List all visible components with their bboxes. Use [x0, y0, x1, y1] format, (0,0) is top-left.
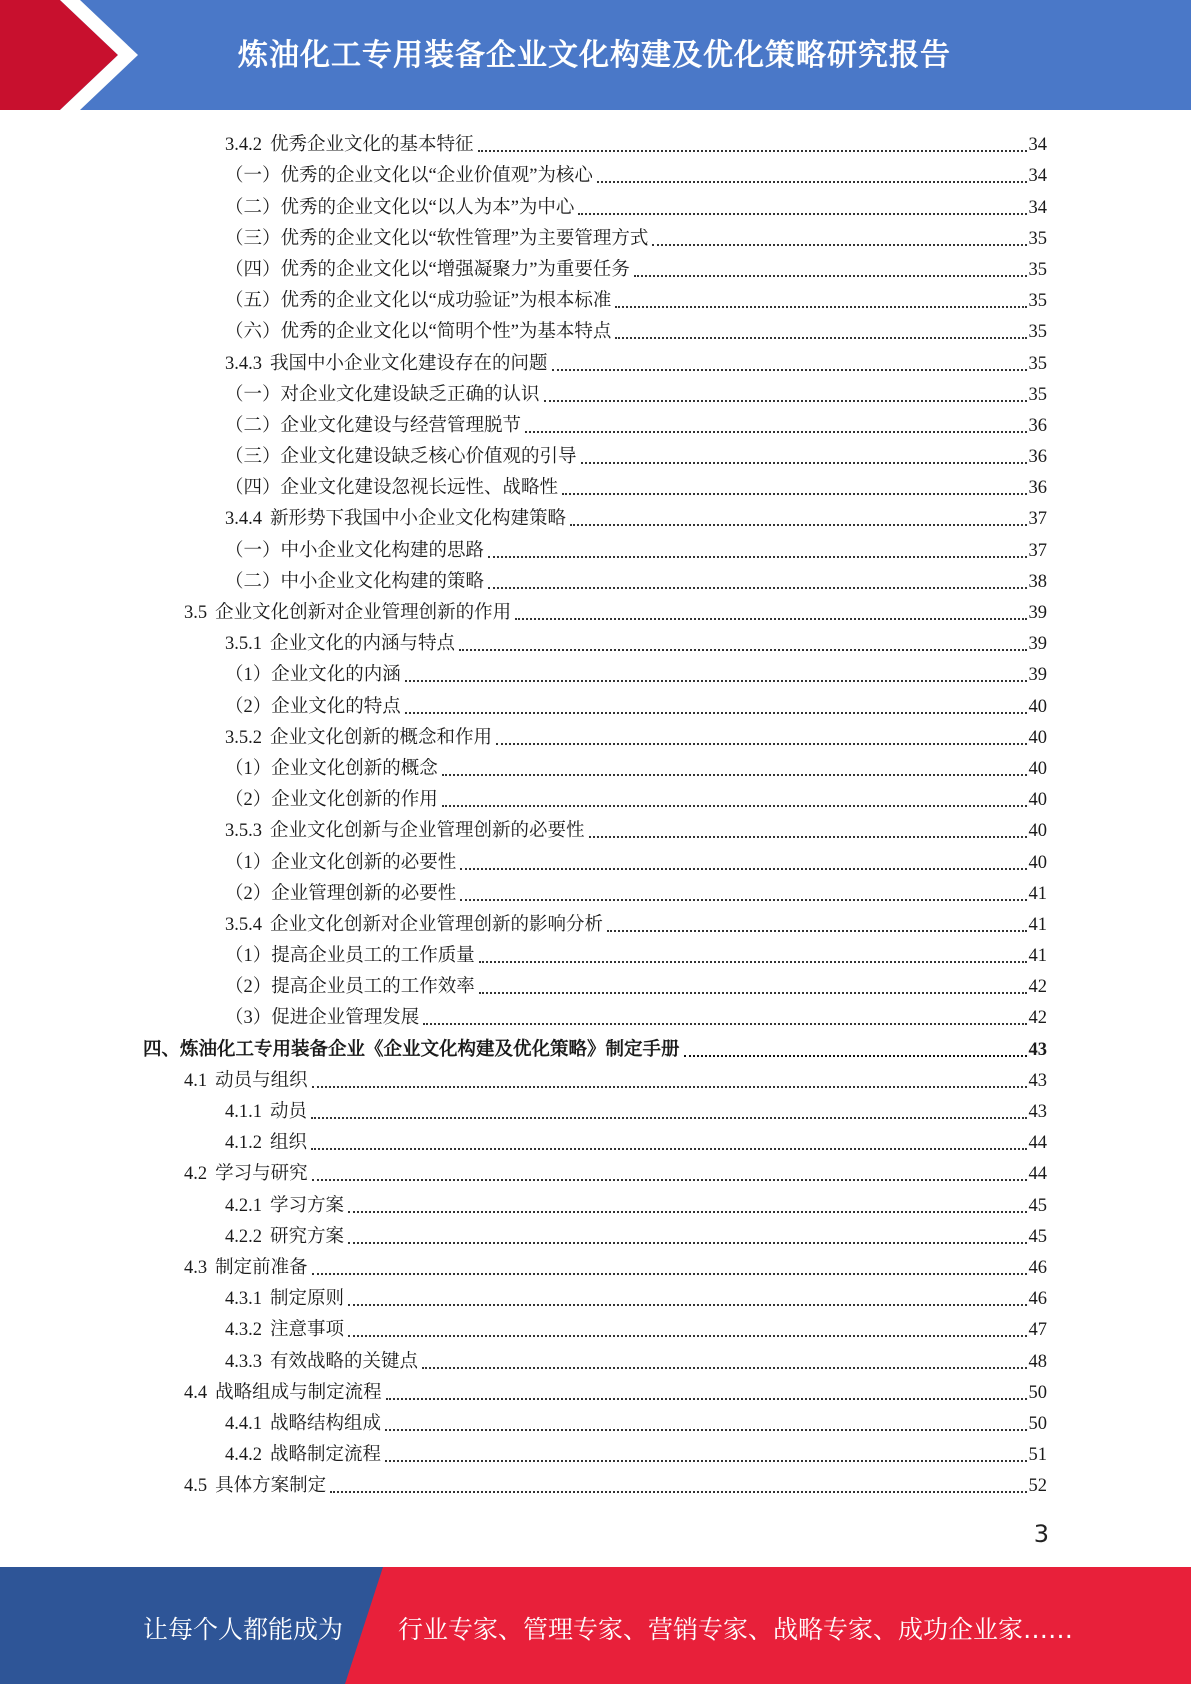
toc-entry-number: 4.4.1 — [225, 1413, 262, 1434]
toc-entry[interactable] — [0, 344, 1191, 375]
toc-dot-leader — [578, 213, 1026, 215]
toc-dot-leader — [581, 462, 1027, 464]
toc-entry-page: 35 — [1028, 228, 1047, 249]
toc-dot-leader — [405, 712, 1027, 714]
toc-entry-page: 41 — [1028, 883, 1047, 904]
toc-entry-title: 企业文化创新的概念和作用 — [270, 727, 493, 748]
toc-entry[interactable] — [0, 1093, 1191, 1124]
toc-entry[interactable] — [0, 563, 1191, 594]
toc-entry-page: 35 — [1028, 322, 1047, 343]
toc-entry[interactable] — [0, 188, 1191, 219]
toc-entry-title: 动员 — [270, 1102, 308, 1122]
header-title: 炼油化工专用装备企业文化构建及优化策略研究报告 — [238, 38, 951, 73]
toc-dot-leader — [348, 1304, 1026, 1306]
toc-dot-leader — [442, 774, 1027, 776]
toc-entry[interactable] — [0, 1218, 1191, 1249]
toc-entry-number: 3.5.3 — [225, 821, 262, 842]
toc-entry[interactable] — [0, 1249, 1191, 1280]
toc-entry-page: 44 — [1028, 1133, 1047, 1154]
page-footer — [0, 1567, 1191, 1684]
toc-entry-page: 40 — [1028, 821, 1047, 842]
toc-entry[interactable] — [0, 500, 1191, 531]
toc-entry-title: 新形势下我国中小企业文化构建策略 — [270, 509, 567, 530]
toc-entry-title: 制定前准备 — [215, 1257, 308, 1278]
toc-dot-leader — [460, 868, 1026, 870]
toc-entry-page: 52 — [1028, 1476, 1047, 1497]
toc-entry-page: 43 — [1028, 1070, 1047, 1091]
toc-dot-leader — [634, 275, 1027, 277]
toc-entry-page: 39 — [1028, 665, 1047, 686]
toc-entry-title: （二）企业文化建设与经营管理脱节 — [225, 415, 522, 436]
toc-dot-leader — [488, 556, 1026, 558]
toc-dot-leader — [460, 899, 1026, 901]
toc-entry-title: （三）企业文化建设缺乏核心价值观的引导 — [225, 447, 577, 468]
toc-entry-page: 51 — [1028, 1445, 1047, 1466]
toc-entry[interactable] — [0, 1467, 1191, 1498]
toc-dot-leader — [615, 337, 1026, 339]
toc-entry-page: 36 — [1028, 415, 1047, 436]
toc-dot-leader — [607, 930, 1026, 932]
toc-entry-number: 4.2.2 — [225, 1226, 262, 1247]
toc-entry-page: 36 — [1028, 478, 1047, 499]
toc-dot-leader — [442, 805, 1027, 807]
toc-entry-page: 42 — [1028, 977, 1047, 998]
toc-entry-page: 50 — [1028, 1382, 1047, 1403]
toc-entry-number: 4.3.3 — [225, 1351, 262, 1372]
toc-dot-leader — [479, 961, 1027, 963]
toc-entry-title: 具体方案制定 — [215, 1476, 327, 1497]
toc-entry-title: （五）优秀的企业文化以“成功验证”为根本标准 — [225, 291, 612, 312]
toc-dot-leader — [597, 181, 1027, 183]
footer-slogan-left: 让每个人都能成为 — [143, 1615, 344, 1644]
toc-entry-title: 我国中小企业文化建设存在的问题 — [270, 353, 548, 374]
toc-entry[interactable] — [0, 656, 1191, 687]
toc-entry-page: 41 — [1028, 914, 1047, 935]
toc-entry-number: 4.3.2 — [225, 1320, 262, 1341]
toc-entry-title: （一）中小企业文化构建的思路 — [225, 540, 485, 561]
toc-entry[interactable] — [0, 438, 1191, 469]
footer-slogan-right: 行业专家、管理专家、营销专家、战略专家、成功企业家…… — [398, 1615, 1074, 1644]
toc-entry-title: 战略结构组成 — [270, 1413, 382, 1434]
toc-entry-page: 40 — [1028, 790, 1047, 811]
toc-entry[interactable] — [0, 875, 1191, 906]
toc-entry[interactable] — [0, 1311, 1191, 1342]
toc-entry[interactable] — [0, 968, 1191, 999]
toc-entry[interactable] — [0, 937, 1191, 968]
toc-entry-title: 企业文化的内涵与特点 — [270, 634, 456, 655]
toc-entry[interactable] — [0, 531, 1191, 562]
toc-entry[interactable] — [0, 812, 1191, 843]
toc-dot-leader — [479, 992, 1027, 994]
toc-entry-title: 企业文化创新对企业管理创新的作用 — [215, 603, 512, 623]
toc-dot-leader — [684, 1055, 1027, 1057]
toc-entry-number: 4.1.2 — [225, 1133, 262, 1154]
toc-entry-page: 45 — [1028, 1226, 1047, 1247]
toc-entry[interactable] — [0, 1155, 1191, 1186]
toc-dot-leader — [544, 400, 1027, 402]
toc-entry[interactable] — [0, 1342, 1191, 1373]
toc-entry-title: （2）企业文化的特点 — [225, 696, 401, 717]
toc-entry-number: 3.4.4 — [225, 509, 262, 530]
toc-entry-page: 39 — [1028, 634, 1047, 655]
toc-entry-title: （1）企业文化的内涵 — [225, 665, 401, 686]
toc-entry[interactable] — [0, 313, 1191, 344]
toc-entry[interactable] — [0, 999, 1191, 1030]
toc-entry-title: 组织 — [270, 1133, 308, 1154]
toc-entry[interactable] — [0, 1436, 1191, 1467]
toc-entry-number: 4.3.1 — [225, 1289, 262, 1310]
toc-entry[interactable] — [0, 719, 1191, 750]
toc-entry-title: 企业文化创新对企业管理创新的影响分析 — [270, 914, 604, 935]
toc-dot-leader — [615, 306, 1026, 308]
toc-entry-page: 48 — [1028, 1351, 1047, 1372]
toc-entry-title: 制定原则 — [270, 1289, 345, 1310]
toc-entry[interactable] — [0, 126, 1191, 157]
toc-entry-title: （二）优秀的企业文化以“以人为本”为中心 — [225, 197, 575, 218]
toc-entry-title: （二）中小企业文化构建的策略 — [225, 571, 485, 592]
toc-dot-leader — [423, 1023, 1026, 1025]
toc-entry-page: 45 — [1028, 1195, 1047, 1216]
toc-dot-leader — [488, 587, 1026, 589]
toc-dot-leader — [496, 743, 1026, 745]
toc-entry[interactable] — [0, 251, 1191, 282]
toc-entry[interactable] — [0, 157, 1191, 188]
toc-entry-number: 4.4.2 — [225, 1445, 262, 1466]
toc-entry[interactable] — [0, 687, 1191, 718]
toc-entry-title: 优秀企业文化的基本特征 — [270, 135, 474, 156]
toc-entry-page: 40 — [1028, 696, 1047, 717]
toc-dot-leader — [562, 493, 1026, 495]
toc-entry-page: 40 — [1028, 758, 1047, 779]
toc-dot-leader — [515, 618, 1026, 620]
toc-entry-page: 35 — [1028, 259, 1047, 280]
toc-entry[interactable] — [0, 407, 1191, 438]
toc-entry-title: 战略制定流程 — [270, 1445, 382, 1466]
toc-dot-leader — [552, 369, 1027, 371]
toc-entry-title: （一）优秀的企业文化以“企业价值观”为核心 — [225, 166, 593, 187]
toc-entry-title: 企业文化创新与企业管理创新的必要性 — [270, 821, 585, 842]
toc-entry-page: 40 — [1028, 852, 1047, 873]
toc-entry-page: 38 — [1028, 571, 1047, 592]
toc-entry-number: 4.3 — [184, 1257, 208, 1278]
toc-entry-number: 4.1 — [184, 1070, 208, 1091]
toc-entry-page: 34 — [1028, 166, 1047, 187]
toc-entry-page: 44 — [1028, 1164, 1047, 1185]
toc-entry[interactable] — [0, 781, 1191, 812]
header-chevron-icon — [0, 0, 160, 110]
toc-dot-leader — [570, 524, 1026, 526]
page-header — [0, 0, 1191, 110]
toc-entry[interactable] — [0, 376, 1191, 407]
toc-entry-number: 4.2.1 — [225, 1195, 262, 1216]
toc-entry[interactable] — [0, 843, 1191, 874]
toc-dot-leader — [459, 649, 1026, 651]
toc-dot-leader — [312, 1086, 1027, 1088]
toc-entry-title: （1）企业文化创新的概念 — [225, 758, 438, 779]
toc-entry-page: 36 — [1028, 447, 1047, 468]
toc-dot-leader — [311, 1117, 1026, 1119]
toc-entry-page: 37 — [1028, 540, 1047, 561]
toc-entry-page: 34 — [1028, 197, 1047, 218]
toc-dot-leader — [330, 1491, 1026, 1493]
toc-entry[interactable] — [0, 625, 1191, 656]
toc-entry-title: 注意事项 — [270, 1320, 345, 1341]
toc-entry-title: （六）优秀的企业文化以“简明个性”为基本特点 — [225, 322, 612, 343]
toc-entry-page: 35 — [1028, 353, 1047, 374]
toc-dot-leader — [405, 680, 1027, 682]
toc-dot-leader — [652, 244, 1026, 246]
toc-entry[interactable] — [0, 469, 1191, 500]
toc-entry-title: （三）优秀的企业文化以“软性管理”为主要管理方式 — [225, 228, 649, 249]
toc-dot-leader — [312, 1273, 1027, 1275]
toc-entry-number: 3.5.2 — [225, 727, 262, 748]
toc-entry[interactable] — [0, 1374, 1191, 1405]
toc-entry-number: 3.4.2 — [225, 135, 262, 156]
toc-entry-title: （一）对企业文化建设缺乏正确的认识 — [225, 384, 540, 405]
toc-entry-title: （四）企业文化建设忽视长远性、战略性 — [225, 478, 559, 499]
toc-dot-leader — [348, 1211, 1026, 1213]
table-of-contents — [0, 126, 1191, 1498]
toc-entry-number: 4.1.1 — [225, 1102, 262, 1122]
page-number: 3 — [1033, 1520, 1049, 1548]
toc-entry-page: 47 — [1028, 1320, 1047, 1341]
toc-entry-page: 46 — [1028, 1257, 1047, 1278]
toc-dot-leader — [385, 1429, 1026, 1431]
toc-entry-title: 动员与组织 — [215, 1070, 308, 1091]
toc-entry[interactable] — [0, 282, 1191, 313]
toc-dot-leader — [312, 1179, 1027, 1181]
toc-entry-page: 42 — [1028, 1008, 1047, 1029]
toc-dot-leader — [525, 431, 1026, 433]
toc-dot-leader — [422, 1367, 1026, 1369]
toc-entry-page: 46 — [1028, 1289, 1047, 1310]
toc-entry[interactable] — [0, 1186, 1191, 1217]
toc-entry-title: 研究方案 — [270, 1226, 345, 1247]
toc-entry[interactable] — [0, 220, 1191, 251]
toc-entry-number: 3.5.1 — [225, 634, 262, 655]
toc-dot-leader — [589, 836, 1027, 838]
toc-entry-number: 3.5 — [184, 603, 208, 623]
toc-entry-page: 41 — [1028, 946, 1047, 967]
toc-entry-title: （四）优秀的企业文化以“增强凝聚力”为重要任务 — [225, 259, 630, 280]
toc-entry[interactable] — [0, 906, 1191, 937]
toc-entry-title: 学习与研究 — [215, 1164, 308, 1185]
toc-entry-page: 37 — [1028, 509, 1047, 530]
toc-entry-page: 40 — [1028, 727, 1047, 748]
toc-entry-page: 43 — [1028, 1039, 1047, 1060]
toc-entry-title: （1）提高企业员工的工作质量 — [225, 946, 475, 967]
toc-entry-number: 4.5 — [184, 1476, 208, 1497]
toc-entry-number: 4.2 — [184, 1164, 208, 1185]
toc-entry-page: 50 — [1028, 1413, 1047, 1434]
toc-entry-page: 35 — [1028, 384, 1047, 405]
toc-entry-number: 3.4.3 — [225, 353, 262, 374]
toc-entry[interactable] — [0, 1062, 1191, 1093]
toc-entry[interactable] — [0, 1280, 1191, 1311]
toc-entry[interactable] — [0, 594, 1191, 625]
toc-entry-title: （2）企业管理创新的必要性 — [225, 883, 457, 904]
toc-entry-number: 4.4 — [184, 1382, 208, 1403]
toc-entry-title: （2）提高企业员工的工作效率 — [225, 977, 475, 998]
toc-entry-number: 3.5.4 — [225, 914, 262, 935]
toc-entry-title: 四、炼油化工专用装备企业《企业文化构建及优化策略》制定手册 — [143, 1039, 680, 1060]
toc-dot-leader — [311, 1148, 1026, 1150]
toc-entry-title: 有效战略的关键点 — [270, 1351, 419, 1372]
toc-dot-leader — [385, 1460, 1026, 1462]
toc-entry[interactable] — [0, 1405, 1191, 1436]
toc-entry-page: 43 — [1028, 1102, 1047, 1122]
toc-entry-title: （3）促进企业管理发展 — [225, 1008, 420, 1029]
toc-dot-leader — [348, 1335, 1026, 1337]
toc-entry-title: 学习方案 — [270, 1195, 345, 1216]
toc-entry-title: （1）企业文化创新的必要性 — [225, 852, 457, 873]
toc-dot-leader — [478, 150, 1027, 152]
toc-entry[interactable] — [0, 750, 1191, 781]
toc-entry-page: 35 — [1028, 291, 1047, 312]
toc-entry-page: 39 — [1028, 603, 1047, 623]
toc-entry-page: 34 — [1028, 135, 1047, 156]
toc-entry-title: 战略组成与制定流程 — [215, 1382, 382, 1403]
toc-entry[interactable] — [0, 1124, 1191, 1155]
toc-dot-leader — [386, 1398, 1027, 1400]
toc-entry[interactable] — [0, 1030, 1191, 1061]
toc-dot-leader — [348, 1242, 1026, 1244]
toc-entry-title: （2）企业文化创新的作用 — [225, 790, 438, 811]
